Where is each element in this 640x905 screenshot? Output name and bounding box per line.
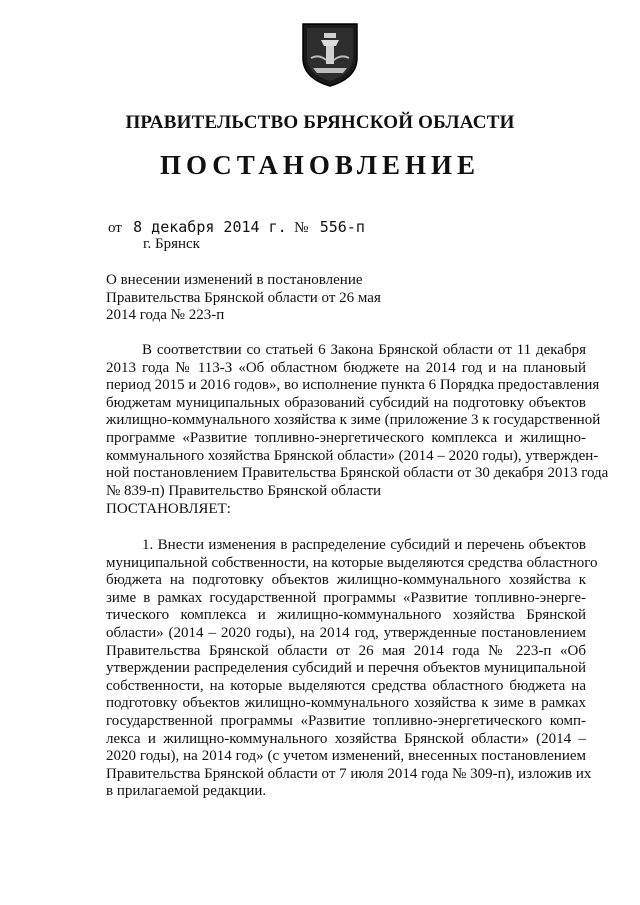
text-line: лекса и жилищно-коммунального хозяйства Брянской области» (2014 – (106, 730, 586, 747)
document-type-title: ПОСТАНОВЛЕНИЕ (159, 150, 481, 180)
number-sign: № (294, 220, 309, 236)
subject-line: 2014 года № 223-п (106, 307, 225, 323)
text-line: Правительства Брянской области от 7 июля 2014 года № 309-п), изложив их (106, 765, 592, 782)
government-title: ПРАВИТЕЛЬСТВО БРЯНСКОЙ ОБЛАСТИ (125, 112, 515, 133)
text-line: Правительства Брянской области от 26 мая 2014 года № 223-п «Об (106, 642, 586, 659)
text-line: собственности, на которые выделяются средства областного бюджета на (106, 677, 586, 694)
text-line: программе «Развитие топливно-энергетического комплекса и жилищно- (106, 429, 586, 446)
document-date: 8 декабря 2014 г. (133, 218, 287, 236)
item-1-paragraph (106, 537, 598, 801)
coat-of-arms-emblem (299, 20, 361, 88)
text-line: в прилагаемой редакции. (106, 783, 267, 800)
text-line: тического комплекса и жилищно-коммунального хозяйства Брянской (106, 607, 586, 624)
text-line: ной постановлением Правительства Брянской области от 30 декабря 2013 года (106, 465, 609, 482)
resolves-heading: ПОСТАНОВЛЯЕТ: (106, 501, 231, 517)
text-line: 2013 года № 113-З «Об областном бюджете на 2014 год и на плановый (106, 359, 586, 376)
text-line: бюджетам муниципальных образований субсидий на подготовку объектов (106, 394, 586, 411)
text-line: утверждении распределения субсидий и перечня объектов муниципальной (106, 660, 586, 677)
text-line: зиме в рамках государственной программы «Развитие топливно-энерге- (106, 589, 586, 606)
text-line: области» (2014 – 2020 годы), на 2014 год, утвержденные постановлением (106, 624, 586, 641)
preamble-paragraph (106, 342, 609, 500)
text-line: В соответствии со статьей 6 Закона Брянской области от 11 декабря (142, 342, 586, 358)
subject-line: Правительства Брянской области от 26 мая (106, 289, 381, 306)
text-line: жилищно-коммунального хозяйства к зиме (приложение 3 к государственной (106, 412, 601, 429)
city-label: г. Брянск (143, 236, 200, 252)
text-line: период 2015 и 2016 годов», во исполнение пункта 6 Порядка предоставления (106, 377, 600, 394)
text-line: муниципальной собственности, на которые выделяются средства областного (106, 554, 598, 571)
date-number-line (108, 218, 365, 237)
text-line: государственной программы «Развитие топливно-энергетического комп- (106, 712, 586, 729)
text-line: бюджета на подготовку объектов жилищно-коммунального хозяйства к (106, 572, 586, 589)
text-line: № 839-п) Правительство Брянской области (106, 482, 382, 499)
text-line: 1. Внести изменения в распределение субсидий и перечень объектов (142, 537, 586, 553)
text-line: коммунального хозяйства Брянской области» (2014 – 2020 годы), утвержден- (106, 447, 599, 464)
text-line: 2020 годы), на 2014 год» (с учетом изменений, внесенных постановлением (106, 748, 586, 765)
document-number: 556-п (319, 218, 365, 236)
from-label: от (108, 220, 122, 236)
subject-line: О внесении изменений в постановление (106, 272, 363, 288)
text-line: подготовку объектов жилищно-коммунального хозяйства к зиме в рамках (106, 695, 586, 712)
subject-block (106, 272, 406, 325)
